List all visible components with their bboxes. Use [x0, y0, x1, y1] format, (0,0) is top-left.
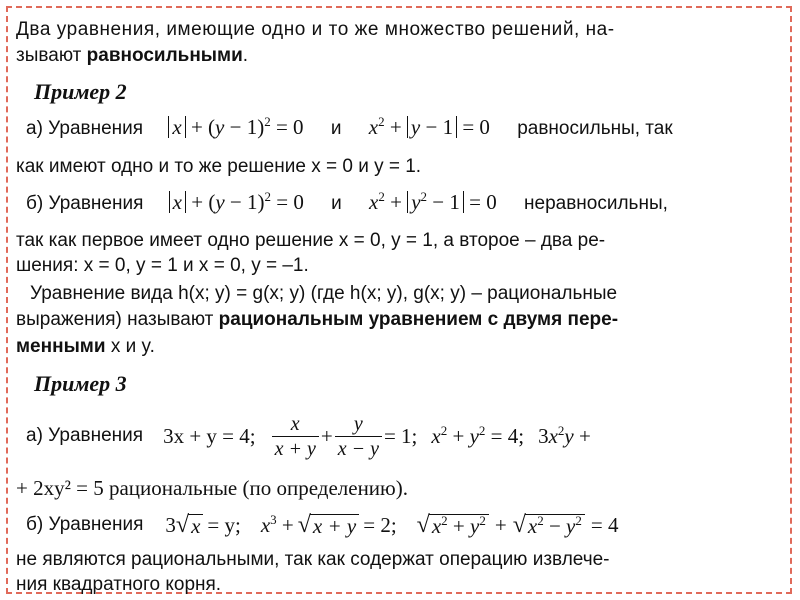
- example2-b-cont-1: [16, 229, 786, 253]
- example3-b-eq2: $x^3$ + √ x + y = 2;: [260, 511, 397, 538]
- example2-b-cont-2: [16, 254, 786, 278]
- example3-b-eq3: [417, 513, 619, 537]
- intro-text: Два уравнения, имеющие одно и то же множество решений, на-: [16, 19, 615, 40]
- definition-line-2: [16, 308, 786, 332]
- intro-text-2: зывают: [16, 45, 87, 66]
- example3-a-eq1: 3x + y = 4;: [163, 424, 256, 448]
- term-rational-equation-end: менными: [16, 336, 106, 357]
- term-rational-equation: рациональным уравнением с двумя пере-: [218, 309, 619, 330]
- sqrt-x: √ x: [176, 514, 204, 537]
- example3-b-cont-1: [16, 548, 786, 572]
- example3-a-cont: [16, 476, 786, 500]
- example3-b-cont2-text: ния квадратного корня.: [16, 574, 222, 595]
- radicand-sum: x + y: [310, 514, 359, 537]
- example2-b-cont2-text: шения: x = 0, y = 1 и x = 0, y = –1.: [16, 255, 309, 276]
- frac1-denominator: x + y: [272, 436, 319, 460]
- document-page: [16, 10, 786, 594]
- example2-b-label: б) Уравнения: [26, 193, 144, 214]
- example3-b-line: [26, 510, 786, 540]
- frac2-denominator: x − y: [335, 436, 382, 460]
- sqrt-x-plus-y: √ x + y: [298, 514, 359, 537]
- example3-b-cont1-text: не являются рациональными, так как содержат операцию извлече-: [16, 549, 610, 570]
- example3-b-label: б) Уравнения: [26, 514, 144, 535]
- example2-heading: Пример 2: [34, 79, 127, 104]
- term-equivalent: равносильными: [86, 45, 243, 66]
- example2-b-eq2: $x^2 + y^2 - 1 = 0$: [369, 189, 497, 214]
- eq3-rhs: = 4: [590, 513, 619, 537]
- example2-a-verdict: равносильны, так: [517, 118, 673, 139]
- frac2-numerator: y: [353, 412, 363, 435]
- example2-a-eq1: $x + (y - 1)^2 = 0$: [168, 115, 303, 139]
- definition-text-2: выражения) называют: [16, 309, 219, 330]
- definition-line-1: [30, 282, 786, 306]
- example2-b-verdict: неравносильны,: [524, 193, 668, 214]
- example2-a-label: а) Уравнения: [26, 118, 144, 139]
- example2-b-eq1: $x + (y - 1)^2 = 0$: [169, 190, 304, 214]
- definition-line-3: [16, 335, 786, 359]
- eq2-rhs: = 2;: [363, 513, 397, 537]
- sqrt-sum-squares: √ $x^2 + y^2$: [417, 514, 489, 537]
- radicand-x: x: [188, 514, 203, 537]
- example3-a-label: а) Уравнения: [26, 425, 144, 446]
- fraction-y-over-diff: [335, 413, 382, 460]
- conj-and: и: [330, 118, 342, 139]
- frac1-numerator: x: [290, 412, 300, 435]
- example3-heading: Пример 3: [34, 371, 127, 396]
- example3-a-cont-text: + 2xy² = 5 рациональные (по определению).: [16, 476, 408, 500]
- sqrt-diff-squares: √ $x^2 - y^2$: [513, 514, 585, 537]
- definition-text-3: x и y.: [105, 336, 155, 357]
- plus-sign-2: +: [494, 513, 507, 537]
- eq1-rhs: = y;: [207, 513, 241, 537]
- conj-and-2: и: [331, 193, 342, 214]
- example3-a-eq4: $3x^2y$ +: [538, 423, 591, 448]
- plus-sign: +: [320, 424, 333, 448]
- example3-b-eq1: [165, 513, 240, 537]
- intro-line-1: [16, 18, 786, 42]
- example3-a-line: [26, 408, 786, 464]
- example2-a-cont: [16, 155, 786, 179]
- example2-a-line: [26, 115, 786, 141]
- example2-a-eq2: $x^2 + y - 1 = 0$: [368, 114, 490, 139]
- example3-a-frac-tail: = 1;: [383, 424, 418, 448]
- period: .: [242, 45, 249, 66]
- intro-line-2: [16, 44, 786, 68]
- example3-a-eq3: $x^2 + y^2 = 4$;: [431, 423, 525, 448]
- example2-b-cont1-text: так как первое имеет одно решение x = 0, y = 1, а второе – два ре-: [16, 230, 606, 251]
- example2-a-cont-text: как имеют одно и то же решение x = 0 и y = 1.: [16, 156, 422, 177]
- fraction-x-over-sum: [272, 413, 319, 460]
- coef-3: 3: [165, 513, 176, 537]
- definition-text-1: Уравнение вида h(x; y) = g(x; y) (где h(x; y), g(x; y) – рациональные: [30, 283, 618, 304]
- example3-b-cont-2: [16, 573, 786, 597]
- example2-b-line: [26, 190, 786, 216]
